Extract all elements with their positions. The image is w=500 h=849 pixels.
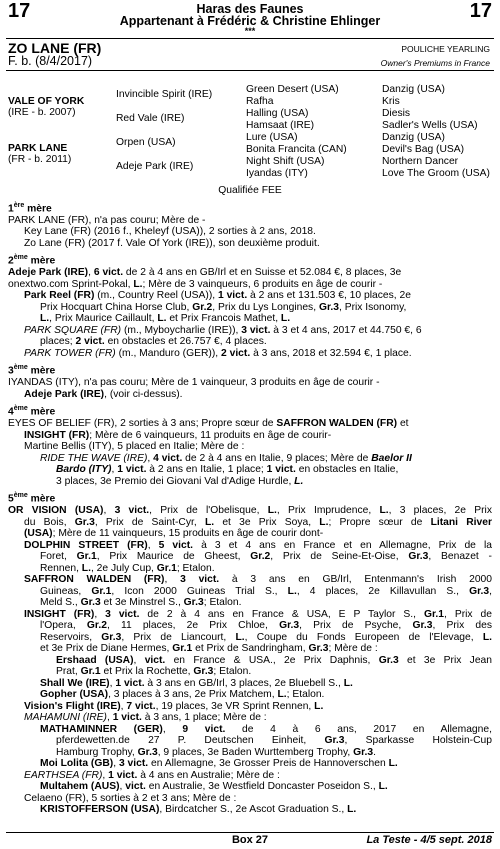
text-line: PARK LANE (FR), n'a pas couru; Mère de - xyxy=(8,214,206,226)
header-stars: *** xyxy=(244,26,256,36)
text-line: Moi Lolita (GB), 3 vict. en Allemagne, 3e Grosser Preis de Hannoverschen L. xyxy=(40,758,398,770)
pedigree-g4: Northern Dancer xyxy=(382,156,459,167)
text-line: PARK SQUARE (FR) (m., Myboycharlie (IRE)), 3 vict. à 3 et 4 ans, 2017 et 44.750 €, 6 xyxy=(24,324,422,336)
text-line: PARK TOWER (FR) (m., Manduro (GER)), 2 vict. à 3 ans, 2018 et 32.594 €, 1 place. xyxy=(24,347,412,359)
text-line: Ershaad (USA), vict. en France & USA., 2e Prix Daphnis, Gr.3 et 3e Prix Jean xyxy=(56,654,493,666)
text-line: Zo Lane (FR) (2017 f. Vale Of York (IRE)), son deuxième produit. xyxy=(24,237,320,249)
text-line: places; 2 vict. en obstacles et 26.757 €, 4 places. xyxy=(40,336,267,348)
text-line: INSIGHT (FR), 3 vict. de 2 à 4 ans en France & USA, E P Taylor S., Gr.1, Prix de xyxy=(24,608,492,620)
pedigree-rule xyxy=(6,70,494,71)
pedigree-g4: Love The Groom (USA) xyxy=(382,168,490,179)
pedigree-g2: Adeje Park (IRE) xyxy=(116,161,194,172)
pedigree-g3: Hamsaat (IRE) xyxy=(246,120,315,131)
horse-category: POULICHE YEARLING xyxy=(401,44,490,54)
section-heading: 2ème mère xyxy=(8,254,56,267)
text-line: Foret, Gr.1, Prix Maurice de Gheest, Gr.2, Prix de Seine-Et-Oise, Gr.3, Benazet - xyxy=(40,551,492,563)
text-line: RIDE THE WAVE (IRE), 4 vict. de 2 à 4 ans en Italie, 9 places; Mère de Baelor II xyxy=(40,452,412,464)
text-line: Prat, Gr.1 et Prix la Rochette, Gr.3; Etalon. xyxy=(56,666,252,678)
dam-name: PARK LANE xyxy=(8,143,68,154)
text-line: 3 places, 3e Premio dei Giovani Val d'Adige Hurdle, L. xyxy=(56,475,304,487)
text-line: SAFFRON WALDEN (FR), 3 vict. à 3 ans en GB/Irl, Entenmann's Irish 2000 xyxy=(24,574,493,586)
text-line: DOLPHIN STREET (FR), 5 vict. à 3 et 4 ans en France et en Allemagne, Prix de la xyxy=(24,539,492,551)
text-line: Gopher (USA), 3 places à 3 ans, 2e Prix Matchem, L.; Etalon. xyxy=(40,689,325,701)
text-line: Adeje Park (IRE), (voir ci-dessus). xyxy=(24,388,183,400)
pedigree-g4: Devil's Bag (USA) xyxy=(382,144,465,155)
pedigree-g3: Lure (USA) xyxy=(246,132,298,143)
sire-name: VALE OF YORK xyxy=(8,96,85,107)
page-header xyxy=(0,0,500,36)
horse-birth: F. b. (8/4/2017) xyxy=(8,54,93,68)
text-line: Prix Hocquart China Horse Club, Gr.2, Prix du Lys Longines, Gr.3, Prix Isonomy, xyxy=(40,301,407,313)
text-line: KRISTOFFERSON (USA), Birdcatcher S., 2e Ascot Graduation S., L. xyxy=(40,804,357,816)
text-line: Guineas, Gr.1, Icon 2000 Guineas Trial S., L., 4 places, 2e Killavullan S., Gr.3, xyxy=(40,585,492,597)
text-line: Hamburg Trophy, Gr.3, 9 places, 3e Baden Wurttemberg Trophy, Gr.3. xyxy=(56,746,376,758)
section-heading: 4ème mère xyxy=(8,405,56,418)
text-line: OR VISION (USA), 3 vict., Prix de l'Obelisque, L., Prix Imprudence, L., 3 places, 2e Prix xyxy=(8,505,492,517)
text-line: Reservoirs, Gr.3, Prix de Liancourt, L., Coupe du Fonds Europeen de l'Elevage, L. xyxy=(40,631,492,643)
text-line: Meld S., Gr.3 et 3e Minstrel S., Gr.3; Etalon. xyxy=(40,597,242,609)
text-line: INSIGHT (FR); Mère de 6 vainqueurs, 11 produits en âge de courir- xyxy=(24,429,332,441)
text-line: Park Reel (FR) (m., Country Reel (USA)), 1 vict. à 2 ans et 131.503 €, 10 places, 2e xyxy=(24,290,411,302)
pedigree-g3: Rafha xyxy=(246,96,274,107)
pedigree-g2: Invincible Spirit (IRE) xyxy=(116,89,213,100)
text-line: Shall We (IRE), 1 vict. à 3 ans en GB/Irl, 3 places, 2e Bluebell S., L. xyxy=(40,677,353,689)
horse-name: ZO LANE (FR) xyxy=(8,40,102,56)
pedigree-g4: Danzig (USA) xyxy=(382,132,445,143)
text-line: Vision's Flight (IRE), 7 vict., 19 places, 3e VR Sprint Rennen, L. xyxy=(24,700,324,712)
section-heading: 5ème mère xyxy=(8,492,56,505)
text-line: Bardo (ITY), 1 vict. à 2 ans en Italie, 1 place; 1 vict. en obstacles en Italie, xyxy=(56,464,399,476)
pedigree-g2: Red Vale (IRE) xyxy=(116,113,185,124)
pedigree-g3: Green Desert (USA) xyxy=(246,84,339,95)
text-line: MATHAMINNER (GER), 9 vict. de 4 à 6 ans, 2017 en Allemagne, xyxy=(40,723,492,735)
text-line: pferdewetten.de 27 P. Deutschen Einheit, Gr.3, Sparkasse Holstein-Cup xyxy=(56,735,492,747)
dam-info: (FR - b. 2011) xyxy=(8,154,72,165)
text-line: et 3e Prix de Diane Hermes, Gr.1 et Prix de Sandringham, Gr.3; Mère de : xyxy=(40,643,378,655)
pedigree-g4: Danzig (USA) xyxy=(382,84,445,95)
qualification: Qualifiée FEE xyxy=(218,185,282,196)
pedigree-g4: Diesis xyxy=(382,108,411,119)
owner-line: Appartenant à Frédéric & Christine Ehlinger xyxy=(119,14,381,28)
pedigree-g2: Orpen (USA) xyxy=(116,137,176,148)
text-line: Martine Bellis (ITY), 5 placed en Italie; Mère de : xyxy=(24,441,245,453)
text-line: du Bois, Gr.3, Prix de Saint-Cyr, L. et 3e Prix Soya, L.; Propre sœur de Litani River xyxy=(24,516,492,528)
header-rule xyxy=(6,38,494,39)
catalogue-text xyxy=(8,197,492,816)
pedigree-g3: Bonita Francita (CAN) xyxy=(246,144,347,155)
text-line: MAHAMUNI (IRE), 1 vict. à 3 ans, 1 place; Mère de : xyxy=(24,712,267,724)
pedigree-g3: Iyandas (ITY) xyxy=(246,168,308,179)
text-line: (USA); Mère de 11 vainqueurs, 15 produits en âge de courir dont- xyxy=(24,528,324,540)
stud-name: Haras des Faunes xyxy=(196,2,304,16)
text-line: onextwo.com Sprint-Pokal, L.; Mère de 3 vainqueurs, 6 produits en âge de courir - xyxy=(8,278,383,290)
lot-number-right: 17 xyxy=(469,0,492,22)
page-footer xyxy=(0,834,500,848)
pedigree-g3: Night Shift (USA) xyxy=(246,156,325,167)
pedigree-g4: Sadler's Wells (USA) xyxy=(382,120,478,131)
sire-info: (IRE - b. 2007) xyxy=(8,107,76,118)
text-line: EARTHSEA (FR), 1 vict. à 4 ans en Australie; Mère de : xyxy=(24,769,280,781)
section-heading: 3ème mère xyxy=(8,364,56,377)
text-line: Celaeno (FR), 5 sorties à 2 et 3 ans; Mère de : xyxy=(24,792,237,804)
text-line: Key Lane (FR) (2016 f., Kheleyf (USA)), 2 sorties à 2 ans, 2018. xyxy=(24,226,316,238)
section-heading: 1ère mère xyxy=(8,202,52,215)
pedigree-g4: Kris xyxy=(382,96,400,107)
footer-rule xyxy=(6,832,494,833)
text-line: EYES OF BELIEF (FR), 2 sorties à 3 ans; Propre sœur de SAFFRON WALDEN (FR) et xyxy=(8,418,409,430)
text-line: L., Prix Maurice Caillault, L. et Prix Francois Mathet, L. xyxy=(40,313,291,325)
lot-number-left: 17 xyxy=(8,0,31,22)
text-line: Multahem (AUS), vict. en Australie, 3e Westfield Doncaster Poseidon S., L. xyxy=(40,781,388,793)
text-line: Rennen, L., 2e July Cup, Gr.1; Etalon. xyxy=(40,562,215,574)
text-line: l'Opera, Gr.2, 11 places, 2e Prix Chloe, Gr.3, Prix de Psyche, Gr.3, Prix des xyxy=(40,620,493,632)
box-number: Box 27 xyxy=(231,834,269,846)
text-line: IYANDAS (ITY), n'a pas couru; Mère de 1 vainqueur, 3 produits en âge de courir - xyxy=(8,377,380,389)
text-line: Adeje Park (IRE), 6 vict. de 2 à 4 ans en GB/Irl et en Suisse et 52.084 €, 8 places, 3e xyxy=(8,267,402,279)
sale-info: La Teste - 4/5 sept. 2018 xyxy=(366,834,492,846)
pedigree-g3: Halling (USA) xyxy=(246,108,309,119)
owner-premiums: Owner's Premiums in France xyxy=(380,58,490,68)
